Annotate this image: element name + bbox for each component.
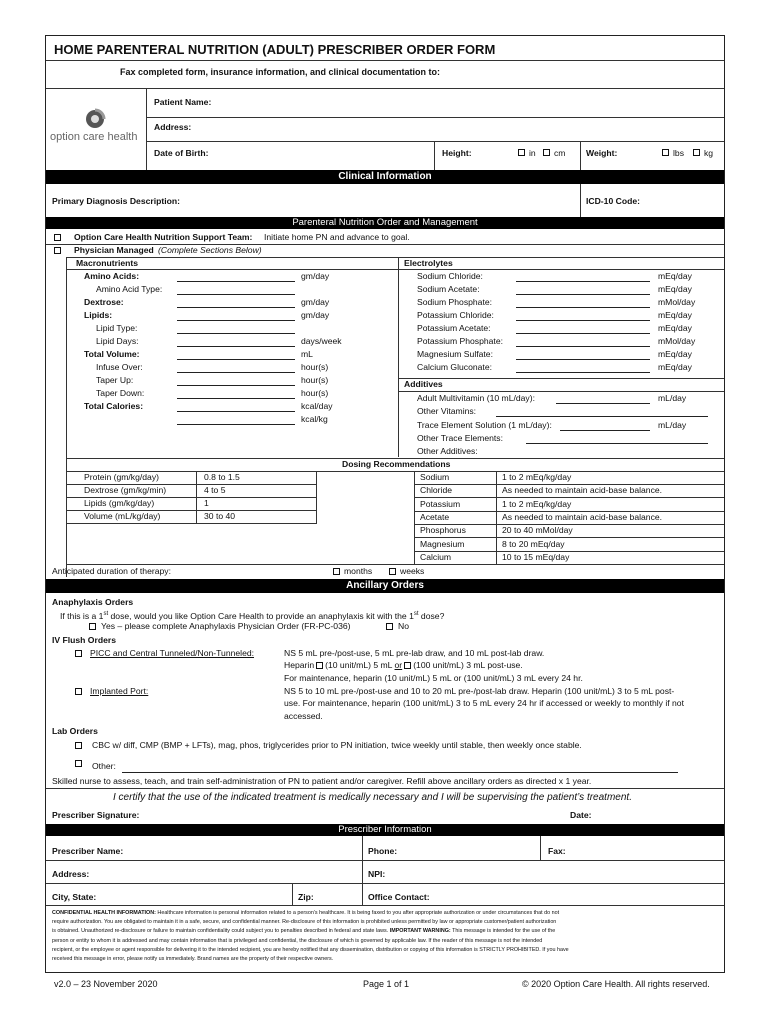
certification-text: I certify that the use of the indicated treatment is medically necessary and I will be supervising the patient’s treatment. (113, 792, 632, 803)
ancillary-header: Ancillary Orders (46, 579, 724, 593)
macro-unit: gm/day (301, 271, 330, 281)
macro-label: Taper Up: (96, 375, 134, 385)
macro-unit: hour(s) (301, 362, 329, 372)
dosing-name: Potassium (420, 498, 461, 509)
dosing-name: Chloride (420, 485, 453, 496)
npi-label: NPI: (368, 869, 386, 879)
dosing-value: 4 to 5 (204, 485, 226, 495)
prescriber-info-header: Prescriber Information (46, 824, 724, 836)
dosing-name: Dextrose (gm/kg/min) (84, 485, 167, 495)
macro-label: Taper Down: (96, 388, 145, 398)
zip-label: Zip: (298, 892, 314, 902)
heparin-100-checkbox[interactable] (404, 662, 411, 669)
electrolyte-unit: mEq/day (658, 310, 692, 320)
dosing-value: 1 (204, 498, 209, 508)
height-cm-checkbox[interactable] (543, 149, 550, 156)
implanted-port-label: Implanted Port: (90, 686, 149, 696)
macro-label: Lipid Days: (96, 336, 139, 346)
electrolyte-label: Sodium Chloride: (417, 271, 483, 281)
fax-instructions: Fax completed form, insurance information, and clinical documentation to: (120, 67, 441, 77)
lab-other-checkbox[interactable] (75, 760, 82, 767)
fax-label: Fax: (548, 846, 566, 856)
additive-label: Trace Element Solution (1 mL/day): (417, 419, 552, 430)
macro-label: Total Volume: (84, 349, 140, 359)
macro-unit: hour(s) (301, 375, 329, 385)
macro-input-line[interactable] (177, 372, 295, 373)
additive-input-line[interactable] (560, 430, 650, 431)
picc-line-1: NS 5 mL pre-/post-use, 5 mL pre-lab draw, and 10 mL post-lab draw. (284, 648, 545, 658)
footer-page: Page 1 of 1 (363, 979, 410, 989)
dosing-name: Protein (gm/kg/day) (84, 472, 159, 482)
port-line-1: NS 5 to 10 mL pre-/post-use and 10 to 20 mL pre-/post-lab draw. Heparin (100 unit/mL) 3 to 5 mL post- (284, 686, 675, 696)
dosing-value: As needed to maintain acid-base balance. (502, 511, 663, 522)
anaphylaxis-yes-checkbox[interactable] (89, 623, 96, 630)
picc-line-3: For maintenance, heparin (10 unit/mL) 5 mL or (100 unit/mL) 3 mL every 24 hr. (284, 673, 583, 683)
additive-unit: mL/day (658, 419, 687, 430)
electrolyte-label: Sodium Acetate: (417, 284, 480, 294)
physician-managed-label: Physician Managed (74, 245, 154, 255)
electrolyte-unit: mEq/day (658, 323, 692, 333)
additive-input-line[interactable] (496, 416, 708, 417)
electrolytes-header: Electrolytes (404, 258, 453, 268)
macro-unit: hour(s) (301, 388, 329, 398)
dosing-header: Dosing Recommendations (342, 459, 451, 469)
diagnosis-label: Primary Diagnosis Description: (52, 196, 180, 206)
dosing-name: Phosphorus (420, 525, 466, 536)
additive-label: Other Vitamins: (417, 406, 477, 417)
height-in-checkbox[interactable] (518, 149, 525, 156)
electrolyte-input-line[interactable] (516, 372, 650, 373)
weight-lbs-label: lbs (673, 148, 684, 158)
dosing-name: Lipids (gm/kg/day) (84, 498, 155, 508)
port-line-2: use. For maintenance, heparin (100 unit/mL) 3 to 5 mL every 24 hr if accessed or weekly to monthly if not (284, 698, 684, 708)
implanted-port-checkbox[interactable] (75, 688, 82, 695)
office-contact-label: Office Contact: (368, 892, 430, 902)
lab-cbc-text: CBC w/ diff, CMP (BMP + LFTs), mag, phos, triglycerides prior to PN initiation, twice weekly until stable, then weekly once stable. (92, 740, 582, 750)
macro-unit: gm/day (301, 310, 330, 320)
macro-input-line[interactable] (177, 320, 295, 321)
additive-input-line[interactable] (556, 403, 650, 404)
prescriber-order-form (45, 35, 725, 973)
macro-label: Total Calories: (84, 401, 144, 411)
footer-copyright: © 2020 Option Care Health. All rights reserved. (522, 979, 710, 989)
heparin-10-checkbox[interactable] (316, 662, 323, 669)
picc-label: PICC and Central Tunneled/Non-Tunneled: (90, 648, 255, 658)
height-label: Height: (442, 148, 472, 158)
height-cm-label: cm (554, 148, 566, 158)
confidentiality-notice: CONFIDENTIAL HEALTH INFORMATION: Healthcare information is personal information related to a person’s healthcare. It is being faxed to you after appropriate authorization or under circumstances that do not require authorization. You are obligated to maintain it in a safe, secure, and confidential manner. Re-disclosure of this information is prohibited unless permitted by law or appropriate customer/patient authorization is obtained. Unauthorized re-disclosure or failure to maintain confidentiality could subject you to penalties described in federal and state laws. IMPORTANT WARNING: This message is intended for the use of the person or entity to whom it is addressed and may contain information that is privileged and confidential, the disclosure of which is governed by applicable law. If the reader of this message is not the intended recipient, or the employee or agent responsible for delivering it to the intended recipient, you are hereby notified that any dissemination, distribution or copying of this information is STRICTLY PROHIBITED. If you have received this message in error, please notify us immediately. Brand names are the property of their respective owners. (52, 910, 569, 963)
electrolyte-input-line[interactable] (516, 346, 650, 347)
dosing-value: 30 to 40 (204, 511, 236, 521)
city-state-label: City, State: (52, 892, 97, 902)
anaphylaxis-no-checkbox[interactable] (386, 623, 393, 630)
macro-unit: mL (301, 349, 313, 359)
macro-input-line[interactable] (177, 359, 295, 360)
months-checkbox[interactable] (333, 568, 340, 575)
nutrition-team-label: Option Care Health Nutrition Support Team: (74, 232, 253, 242)
macro-unit: gm/day (301, 297, 330, 307)
dosing-value: 10 to 15 mEq/day (502, 551, 570, 562)
additive-unit: mL/day (658, 393, 687, 403)
date-label: Date: (570, 810, 592, 820)
lab-cbc-checkbox[interactable] (75, 742, 82, 749)
electrolyte-input-line[interactable] (516, 281, 650, 282)
weight-kg-label: kg (704, 148, 714, 158)
macro-input-line[interactable] (177, 398, 295, 399)
logo-text: option care health (50, 131, 138, 143)
duration-label: Anticipated duration of therapy: (52, 566, 171, 576)
dosing-value: 8 to 20 mEq/day (502, 538, 565, 549)
dosing-name: Volume (mL/kg/day) (84, 511, 161, 521)
electrolyte-unit: mEq/day (658, 362, 692, 372)
electrolyte-input-line[interactable] (516, 294, 650, 295)
weight-kg-checkbox[interactable] (693, 149, 700, 156)
additive-label: Other Trace Elements: (417, 432, 503, 443)
anaphylaxis-question: If this is a 1st dose, would you like Option Care Health to provide an anaphylaxis kit with the 1st dose? (60, 610, 445, 621)
months-label: months (344, 566, 373, 576)
weight-label: Weight: (586, 148, 618, 158)
dosing-value: 1 to 2 mEq/kg/day (502, 498, 572, 509)
nutrition-team-text: Initiate home PN and advance to goal. (264, 232, 410, 242)
additive-input-line[interactable] (526, 443, 708, 444)
electrolyte-unit: mMol/day (658, 336, 696, 346)
electrolyte-input-line[interactable] (516, 359, 650, 360)
macro-input-line[interactable] (177, 346, 295, 347)
macro-unit: days/week (301, 336, 342, 346)
anaphylaxis-yes-label: Yes – please complete Anaphylaxis Physician Order (FR-PC-036) (101, 621, 351, 631)
physician-managed-note: (Complete Sections Below) (158, 245, 262, 255)
electrolyte-label: Potassium Acetate: (417, 323, 491, 333)
macro-input-line[interactable] (177, 294, 295, 295)
dosing-value: 20 to 40 mMol/day (502, 525, 573, 536)
dosing-value: As needed to maintain acid-base balance. (502, 485, 663, 496)
lab-other-label: Other: (92, 761, 116, 771)
electrolyte-input-line[interactable] (516, 320, 650, 321)
macro-input-line[interactable] (177, 281, 295, 282)
electrolyte-input-line[interactable] (516, 307, 650, 308)
electrolyte-unit: mMol/day (658, 297, 696, 307)
physician-managed-checkbox[interactable] (54, 247, 61, 254)
electrolyte-unit: mEq/day (658, 271, 692, 281)
logo-mark-icon (84, 108, 106, 130)
electrolyte-label: Magnesium Sulfate: (417, 349, 493, 359)
electrolyte-input-line[interactable] (516, 333, 650, 334)
dosing-row-line (66, 523, 316, 524)
address-label-2: Address: (52, 869, 90, 879)
footer-version: v2.0 – 23 November 2020 (54, 979, 158, 989)
picc-line-2: Heparin (10 unit/mL) 5 mL or (100 unit/mL) 3 mL post-use. (284, 660, 523, 670)
weeks-label: weeks (400, 566, 425, 576)
macronutrients-header: Macronutrients (76, 258, 139, 268)
macro-label: Lipids: (84, 310, 113, 320)
dosing-name: Calcium (420, 551, 452, 562)
macro-input-line[interactable] (177, 333, 295, 334)
additive-label: Other Additives: (417, 446, 478, 457)
form-title: HOME PARENTERAL NUTRITION (ADULT) PRESCRIBER ORDER FORM (54, 42, 496, 57)
macro-input-line[interactable] (177, 411, 295, 412)
macro-label: Dextrose: (84, 297, 124, 307)
clinical-info-header: Clinical Information (46, 170, 724, 184)
macro-label: Amino Acids: (84, 271, 140, 281)
macro-label: Infuse Over: (96, 362, 143, 372)
electrolyte-label: Calcium Gluconate: (417, 362, 492, 372)
option-care-logo (50, 108, 148, 148)
nutrition-team-checkbox[interactable] (54, 234, 61, 241)
macro-input-line[interactable] (177, 424, 295, 425)
phone-label: Phone: (368, 846, 398, 856)
dosing-name: Acetate (420, 511, 450, 522)
dosing-value: 0.8 to 1.5 (204, 472, 240, 482)
prescriber-signature-label: Prescriber Signature: (52, 810, 140, 820)
address-label: Address: (154, 122, 192, 132)
dob-label: Date of Birth: (154, 148, 209, 158)
electrolyte-label: Sodium Phosphate: (417, 297, 493, 307)
electrolyte-label: Potassium Chloride: (417, 310, 494, 320)
dosing-name: Magnesium (420, 538, 465, 549)
patient-name-label: Patient Name: (154, 97, 212, 107)
macro-input-line[interactable] (177, 385, 295, 386)
macro-unit: kcal/day (301, 401, 333, 411)
macro-label: Amino Acid Type: (96, 284, 163, 294)
lab-other-line[interactable] (122, 772, 678, 773)
electrolyte-unit: mEq/day (658, 284, 692, 294)
picc-checkbox[interactable] (75, 650, 82, 657)
weeks-checkbox[interactable] (389, 568, 396, 575)
icd-code-label: ICD-10 Code: (586, 196, 640, 206)
macro-label: Lipid Type: (96, 323, 138, 333)
anaphylaxis-no-label: No (398, 621, 409, 631)
iv-flush-title: IV Flush Orders (52, 635, 116, 645)
height-in-label: in (529, 148, 536, 158)
skilled-nurse-text: Skilled nurse to assess, teach, and train self-administration of PN to patient and/or caregiver. Refill above ancillary orders as directed x 1 year. (52, 776, 592, 786)
weight-lbs-checkbox[interactable] (662, 149, 669, 156)
prescriber-name-label: Prescriber Name: (52, 846, 124, 856)
electrolyte-unit: mEq/day (658, 349, 692, 359)
anaphylaxis-title: Anaphylaxis Orders (52, 597, 134, 607)
additives-header: Additives (404, 379, 443, 389)
port-line-3: accessed. (284, 711, 323, 721)
macro-input-line[interactable] (177, 307, 295, 308)
electrolyte-label: Potassium Phosphate: (417, 336, 503, 346)
pn-order-header: Parenteral Nutrition Order and Management (46, 217, 724, 229)
macro-unit: kcal/kg (301, 414, 328, 424)
additive-label: Adult Multivitamin (10 mL/day): (417, 393, 535, 403)
dosing-name: Sodium (420, 472, 450, 482)
lab-orders-title: Lab Orders (52, 726, 98, 736)
dosing-value: 1 to 2 mEq/kg/day (502, 472, 572, 482)
